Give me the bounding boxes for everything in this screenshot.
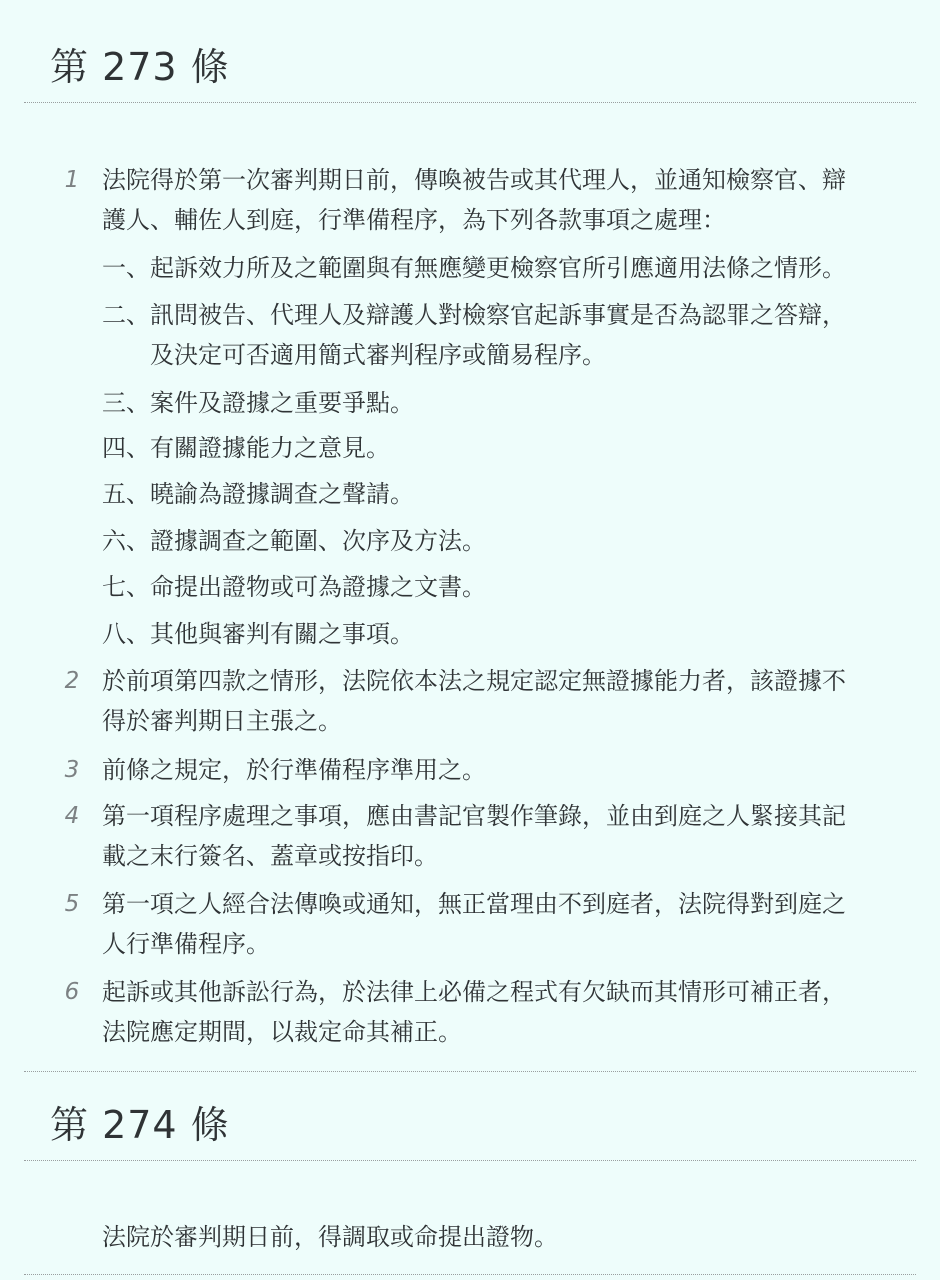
list-item: 五、曉諭為證據調查之聲請。 — [102, 480, 414, 508]
divider — [24, 1274, 916, 1275]
divider — [24, 102, 916, 103]
paragraph-number: 5 — [64, 891, 80, 917]
paragraph-text-line: 法院於審判期日前，得調取或命提出證物。 — [102, 1223, 558, 1251]
paragraph-text-line: 第一項程序處理之事項，應由書記官製作筆錄，並由到庭之人緊接其記 — [102, 802, 846, 830]
paragraph-text-line: 法院得於第一次審判期日前，傳喚被告或其代理人，並通知檢察官、辯 — [102, 166, 846, 194]
paragraph-number: 3 — [64, 757, 80, 783]
paragraph-text-line: 於前項第四款之情形，法院依本法之規定認定無證據能力者，該證據不 — [102, 667, 846, 695]
list-item-continuation: 及決定可否適用簡式審判程序或簡易程序。 — [150, 341, 606, 369]
list-item: 六、證據調查之範圍、次序及方法。 — [102, 527, 486, 555]
list-item: 八、其他與審判有關之事項。 — [102, 620, 414, 648]
list-item: 七、命提出證物或可為證據之文書。 — [102, 573, 486, 601]
paragraph-text-line: 得於審判期日主張之。 — [102, 707, 342, 735]
divider — [24, 1071, 916, 1072]
list-item: 二、訊問被告、代理人及辯護人對檢察官起訴事實是否為認罪之答辯， — [102, 301, 846, 329]
list-item: 四、有關證據能力之意見。 — [102, 434, 390, 462]
paragraph-number: 1 — [64, 167, 80, 193]
paragraph-number: 6 — [64, 979, 80, 1005]
divider — [24, 1160, 916, 1161]
paragraph-text-line: 第一項之人經合法傳喚或通知，無正當理由不到庭者，法院得對到庭之 — [102, 890, 846, 918]
list-item: 一、起訴效力所及之範圍與有無應變更檢察官所引應適用法條之情形。 — [102, 254, 846, 282]
list-item: 三、案件及證據之重要爭點。 — [102, 389, 414, 417]
paragraph-text-line: 載之末行簽名、蓋章或按指印。 — [102, 842, 438, 870]
paragraph-text-line: 人行準備程序。 — [102, 930, 270, 958]
paragraph-number: 2 — [64, 668, 80, 694]
article-title: 第 273 條 — [50, 45, 230, 89]
paragraph-text-line: 法院應定期間，以裁定命其補正。 — [102, 1018, 462, 1046]
paragraph-number: 4 — [64, 803, 80, 829]
article-title: 第 274 條 — [50, 1103, 230, 1147]
paragraph-text-line: 起訴或其他訴訟行為，於法律上必備之程式有欠缺而其情形可補正者， — [102, 978, 846, 1006]
paragraph-text-line: 前條之規定，於行準備程序準用之。 — [102, 756, 486, 784]
paragraph-text-line: 護人、輔佐人到庭，行準備程序，為下列各款事項之處理： — [102, 206, 726, 234]
